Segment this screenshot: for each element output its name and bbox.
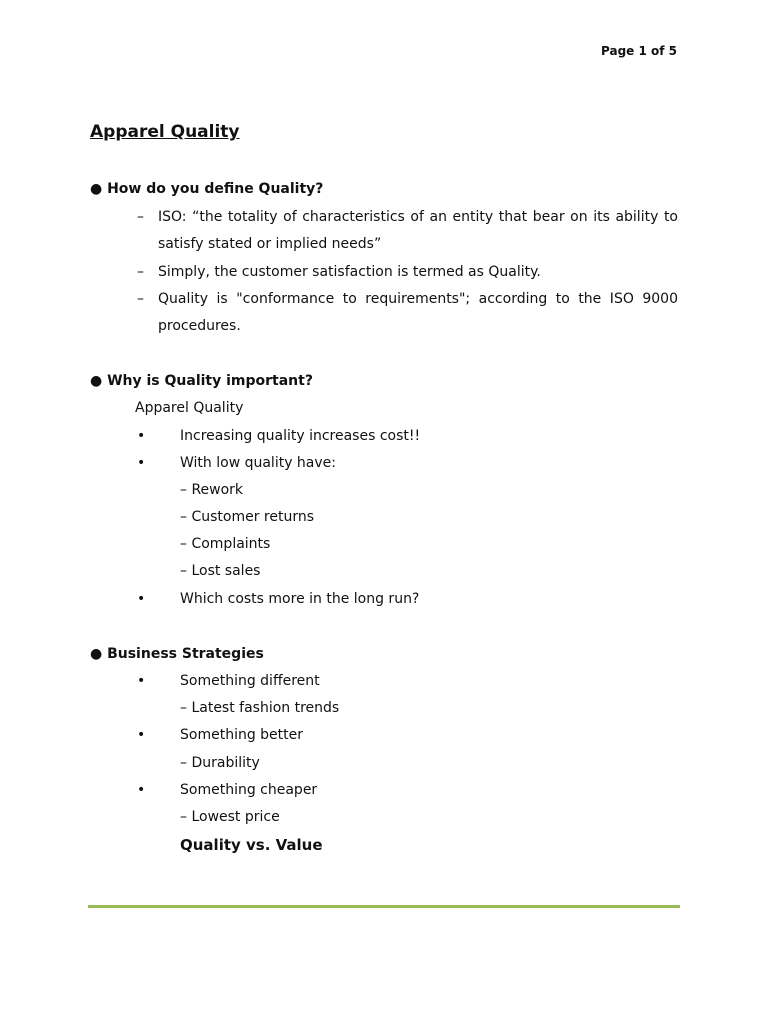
bullet-marker: • bbox=[137, 428, 146, 444]
bullet-marker: • bbox=[137, 673, 146, 689]
bullet-item: Something cheaper bbox=[180, 782, 318, 798]
bullet-marker: • bbox=[137, 782, 146, 798]
bullet-item: Increasing quality increases cost!! bbox=[180, 428, 421, 444]
definition-item-iso bbox=[137, 204, 678, 258]
bullet-marker: • bbox=[137, 455, 146, 471]
sub-item: – Latest fashion trends bbox=[180, 700, 340, 716]
footer-divider bbox=[88, 905, 680, 908]
document-title: Apparel Quality bbox=[90, 122, 240, 142]
section-subtitle: Apparel Quality bbox=[135, 400, 244, 416]
bullet-item: With low quality have: bbox=[180, 455, 337, 471]
sub-item: – Lowest price bbox=[180, 809, 280, 825]
section-heading-define-quality: ● How do you define Quality? bbox=[90, 181, 324, 197]
section-heading-why-important: ● Why is Quality important? bbox=[90, 373, 313, 389]
dash-marker: – bbox=[137, 209, 144, 225]
definition-item-conformance bbox=[137, 286, 678, 340]
definition-text: Quality is "conformance to requirements"; according to the ISO 9000 procedures. bbox=[158, 291, 678, 334]
dash-marker: – bbox=[137, 291, 144, 307]
sub-item: – Durability bbox=[180, 755, 260, 771]
definition-text: Simply, the customer satisfaction is termed as Quality. bbox=[158, 264, 541, 280]
bullet-item: Something better bbox=[180, 727, 304, 743]
bullet-item: Something different bbox=[180, 673, 320, 689]
closing-statement: Quality vs. Value bbox=[180, 836, 323, 854]
sub-item: – Rework bbox=[180, 482, 244, 498]
dash-marker: – bbox=[137, 264, 144, 280]
definition-item-customer-satisfaction bbox=[137, 259, 678, 286]
sub-item: – Complaints bbox=[180, 536, 271, 552]
section-heading-business-strategies: ● Business Strategies bbox=[90, 646, 264, 662]
bullet-marker: • bbox=[137, 727, 146, 743]
bullet-marker: • bbox=[137, 591, 146, 607]
bullet-item: Which costs more in the long run? bbox=[180, 591, 420, 607]
sub-item: – Customer returns bbox=[180, 509, 315, 525]
definition-text: ISO: “the totality of characteristics of an entity that bear on its ability to satisfy stated or implied needs” bbox=[158, 209, 678, 252]
page-number: Page 1 of 5 bbox=[601, 44, 677, 58]
sub-item: – Lost sales bbox=[180, 563, 261, 579]
